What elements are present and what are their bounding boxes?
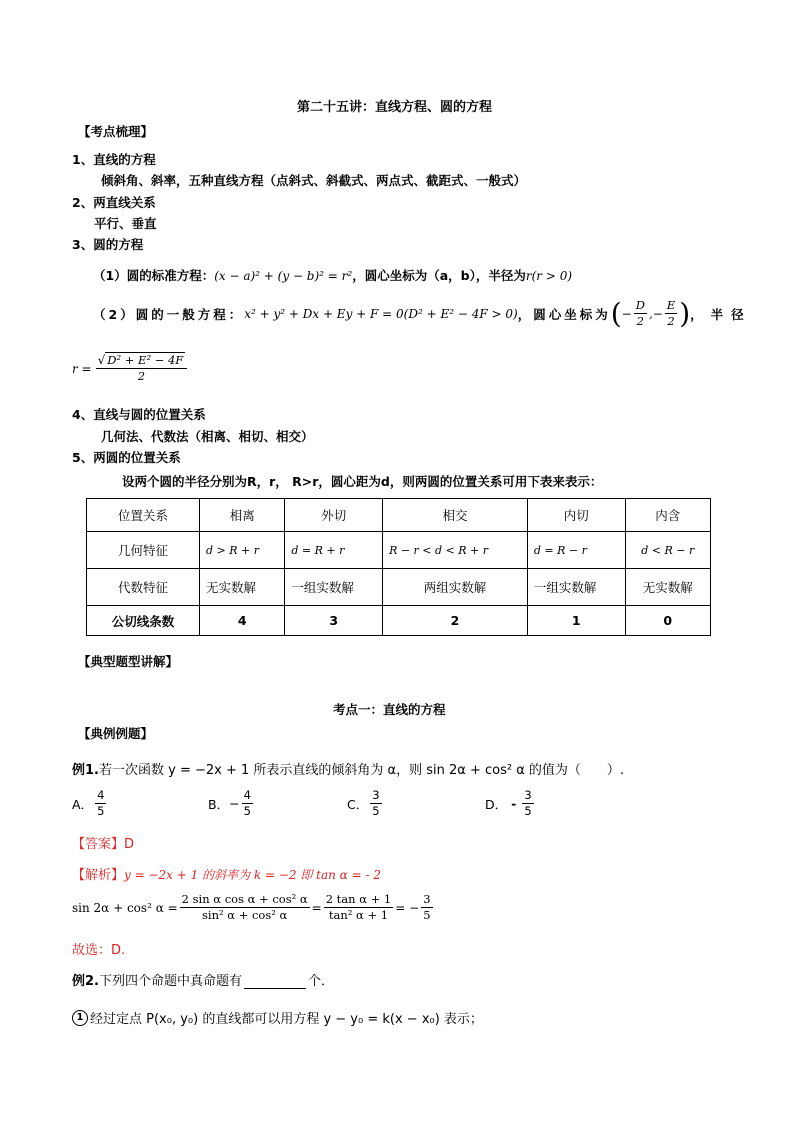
example-1-question [72, 759, 624, 778]
circled-number-icon: 1 [72, 1010, 88, 1026]
example-2-text-b: 个． [308, 974, 335, 989]
item-2-heading: 2、两直线关系 [72, 195, 156, 210]
radius-fraction: $\frac{\text{√ D² + E² − 4F}}{2}$ [96, 353, 188, 384]
table-cell: 一组实数解 [285, 569, 383, 606]
table-row [87, 532, 711, 569]
table-cell: 无实数解 [200, 569, 285, 606]
item-4-heading: 4、直线与圆的位置关系 [72, 407, 206, 422]
example-2-question [72, 970, 334, 989]
item-4-sub: 几何法、代数法（相离、相切、相交） [101, 429, 314, 444]
table-row [87, 499, 711, 532]
table-cell: 2 [383, 606, 528, 636]
item-1-sub: 倾斜角、斜率，五种直线方程（点斜式、斜截式、两点式、截距式、一般式） [101, 173, 527, 188]
table-cell: 公切线条数 [87, 606, 200, 636]
work-result-fraction: $\frac{3}{5}$ [423, 892, 431, 922]
table-cell: R − r < d < R + r [383, 532, 528, 569]
table-row [87, 606, 711, 636]
table-cell: 两组实数解 [383, 569, 528, 606]
page-title: 第二十五讲：直线方程、圆的方程 [297, 100, 493, 115]
table-cell: 代数特征 [87, 569, 200, 606]
center-y-fraction: $\frac{E}{2}$ [666, 298, 676, 328]
answer-line [72, 833, 134, 852]
equals-sign: = [311, 900, 322, 915]
circle-standard-line [93, 266, 572, 284]
work-fraction-2: $\frac{\text{2 tan α + 1}}{\text{tan² α + 1}}$ [325, 892, 392, 922]
example-2-prefix: 例2. [72, 974, 99, 989]
general-label: （2）圆的一般方程： [93, 306, 245, 322]
table-cell: 4 [200, 606, 285, 636]
table-cell: 相交 [383, 499, 528, 532]
section-typical-heading: 【典型题型讲解】 [78, 654, 179, 669]
item-2-sub: 平行、垂直 [94, 216, 157, 231]
option-c: C． $\frac{3}{5}$ [347, 788, 380, 818]
analysis-work [72, 892, 435, 923]
option-a: A． $\frac{4}{5}$ [72, 788, 105, 818]
item-5-heading: 5、两圆的位置关系 [72, 450, 181, 465]
right-paren-icon: ) [679, 296, 691, 330]
example-2-text-a: 下列四个命题中真命题有 [98, 974, 242, 989]
standard-label: （1）圆的标准方程： [93, 268, 215, 283]
table-cell: 3 [285, 606, 383, 636]
section-examples-heading: 【典例例题】 [78, 726, 154, 741]
kaodian-1-heading: 考点一：直线的方程 [333, 702, 446, 717]
table-cell: 1 [527, 606, 625, 636]
comma-minus: ,− [648, 306, 663, 321]
general-center-text: ，圆心坐标为 [517, 306, 611, 322]
radius-lhs: r = [72, 361, 92, 376]
answer-value: D [124, 837, 135, 852]
general-equation: x² + y² + Dx + Ey + F = 0(D² + E² − 4F > 0) [244, 306, 518, 321]
minus-sign: − [621, 306, 632, 321]
statement-1 [72, 1008, 483, 1027]
example-1-prefix: 例1. [72, 763, 99, 778]
table-cell: d = R − r [527, 532, 625, 569]
table-cell: 外切 [285, 499, 383, 532]
left-paren-icon: ( [610, 296, 622, 330]
analysis-text: y = −2x + 1 的斜率为 k = −2 即 tan α = - 2 [124, 868, 381, 882]
work-lhs: sin 2α + cos² α = [72, 900, 178, 915]
table-cell: 位置关系 [87, 499, 200, 532]
table-row [87, 569, 711, 606]
general-radius-text: ，半径 [690, 306, 752, 322]
answer-blank [244, 976, 306, 989]
standard-center-text: ，圆心坐标为（a，b），半径为 [352, 268, 526, 283]
table-cell: 0 [625, 606, 710, 636]
table-cell: d > R + r [200, 532, 285, 569]
answer-tag: 【答案】 [72, 837, 125, 852]
item-5-sub: 设两个圆的半径分别为R，r， R>r，圆心距为d，则两圆的位置关系可用下表来表示： [122, 474, 603, 489]
option-b: B． − $\frac{4}{5}$ [208, 788, 251, 818]
radius-formula [72, 353, 189, 384]
table-cell: d < R − r [625, 532, 710, 569]
section-review-heading: 【考点梳理】 [78, 124, 154, 139]
option-d: D． - $\frac{3}{5}$ [485, 788, 532, 818]
table-cell: 内含 [625, 499, 710, 532]
conclusion: 故选：D. [72, 943, 126, 958]
analysis-tag: 【解析】 [72, 868, 125, 883]
circle-general-line [93, 296, 752, 330]
table-cell: 无实数解 [625, 569, 710, 606]
item-1-heading: 1、直线的方程 [72, 152, 156, 167]
standard-radius: r(r > 0) [525, 269, 573, 283]
statement-1-text: 经过定点 P(x₀, y₀) 的直线都可以用方程 y − y₀ = k(x − x₀) 表示； [90, 1012, 483, 1027]
center-x-fraction: $\frac{D}{2}$ [635, 298, 645, 328]
circle-relation-table [86, 498, 711, 636]
equals-minus: = − [395, 900, 420, 915]
table-cell: d = R + r [285, 532, 383, 569]
table-cell: 一组实数解 [527, 569, 625, 606]
item-3-heading: 3、圆的方程 [72, 237, 144, 252]
table-cell: 内切 [527, 499, 625, 532]
work-fraction-1: $\frac{\text{2 sin α cos α + cos² α}}{\text{sin² α + cos² α}}$ [181, 892, 308, 922]
standard-equation: (x − a)² + (y − b)² = r² [214, 269, 353, 283]
sqrt-icon: √ [97, 353, 106, 367]
table-cell: 相离 [200, 499, 285, 532]
analysis-line [72, 864, 381, 883]
table-cell: 几何特征 [87, 532, 200, 569]
example-1-text: 若一次函数 y = −2x + 1 所表示直线的倾斜角为 α，则 sin 2α + cos² α 的值为（ ）. [98, 763, 625, 778]
